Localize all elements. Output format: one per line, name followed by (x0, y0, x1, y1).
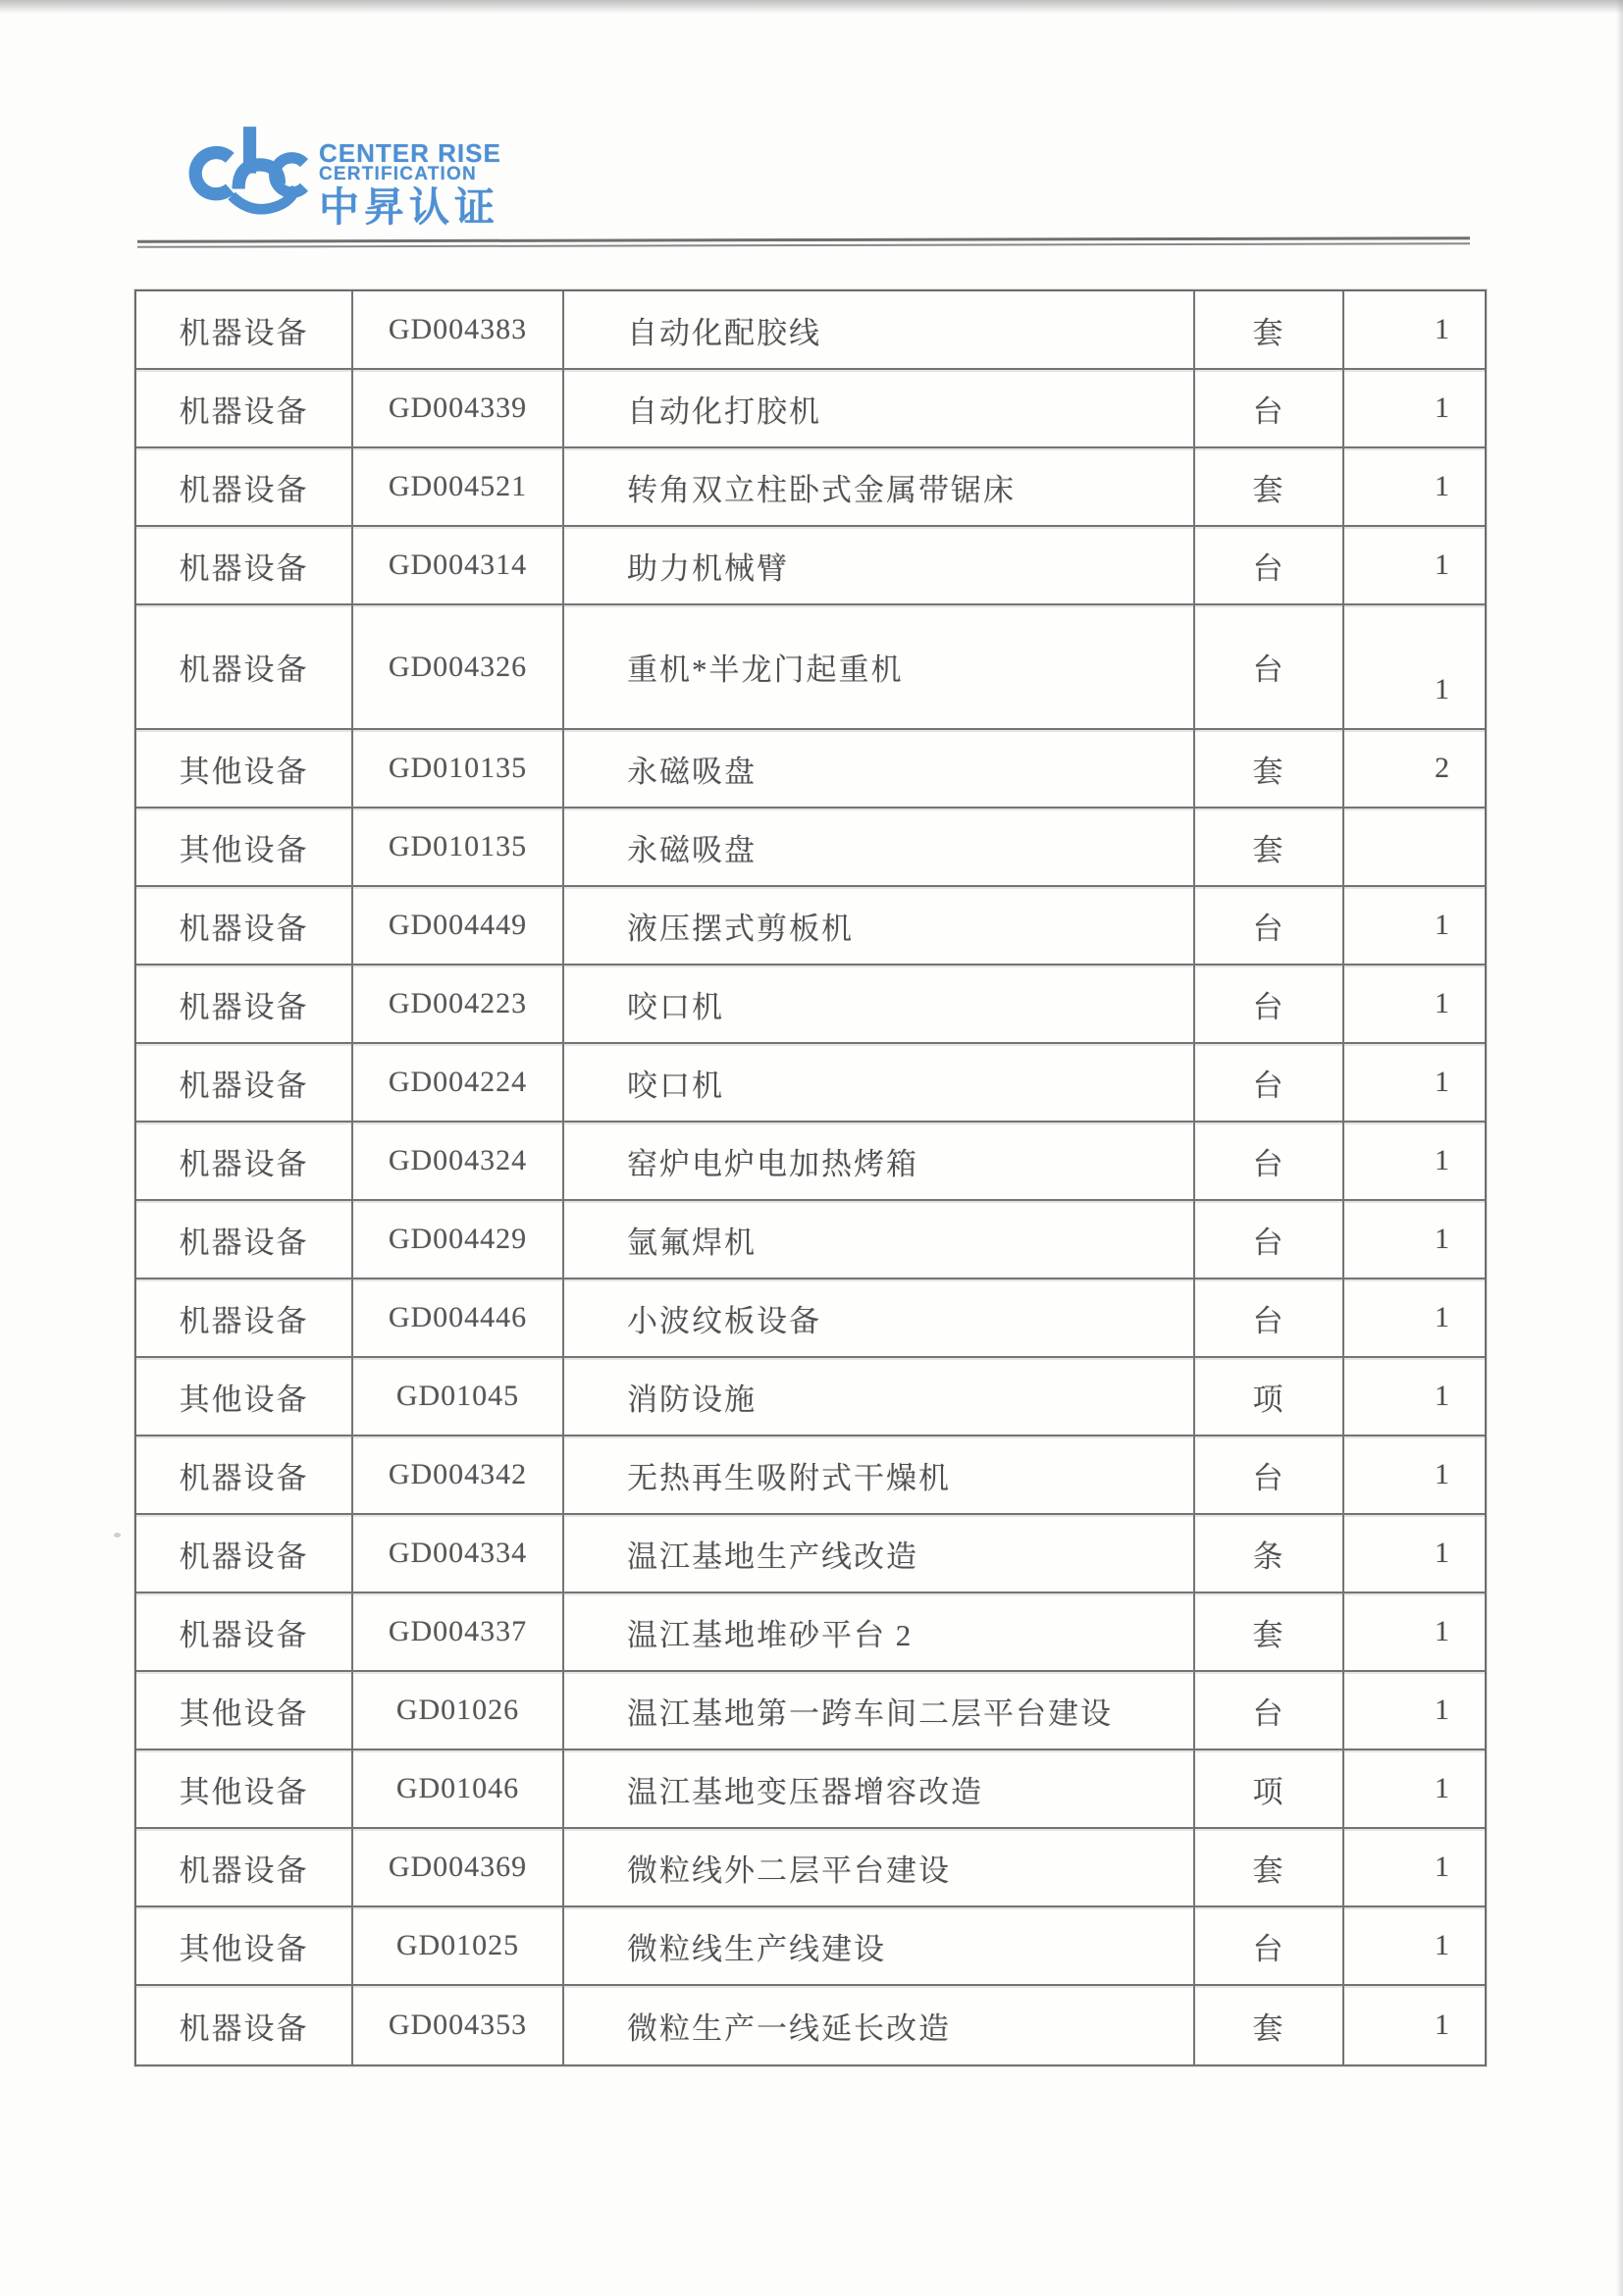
cell-category: 机器设备 (136, 291, 353, 368)
cell-code: GD004334 (353, 1515, 564, 1592)
table-row (136, 1986, 1485, 2064)
cell-name: 液压摆式剪板机 (564, 887, 1195, 964)
cell-category: 其他设备 (136, 1358, 353, 1435)
table-row (136, 1044, 1485, 1122)
table-row (136, 448, 1485, 527)
cell-category: 机器设备 (136, 448, 353, 525)
cell-code: GD004314 (353, 527, 564, 603)
cell-name: 微粒生产一线延长改造 (564, 1986, 1195, 2064)
cell-code: GD004383 (353, 291, 564, 368)
cell-category: 其他设备 (136, 1672, 353, 1748)
cell-quantity: 1 (1435, 1144, 1451, 1176)
table-row (136, 730, 1485, 809)
cell-code: GD004324 (353, 1122, 564, 1199)
table-row (136, 1201, 1485, 1279)
scan-artifact-top-band (0, 0, 1623, 14)
table-row (136, 965, 1485, 1044)
cell-code: GD01046 (353, 1750, 564, 1827)
cell-name: 自动化配胶线 (564, 291, 1195, 368)
cell-quantity: 1 (1435, 1458, 1451, 1490)
cell-name: 永磁吸盘 (564, 809, 1195, 885)
table-row (136, 527, 1485, 605)
cell-category: 机器设备 (136, 1829, 353, 1905)
cell-quantity: 1 (1435, 909, 1451, 941)
cell-unit: 套 (1195, 291, 1344, 368)
cell-code: GD004521 (353, 448, 564, 525)
cell-unit: 台 (1195, 527, 1344, 603)
cell-quantity: 1 (1435, 1929, 1451, 1961)
cell-name: 永磁吸盘 (564, 730, 1195, 807)
cell-code: GD004369 (353, 1829, 564, 1905)
cell-name: 温江基地堆砂平台 2 (564, 1593, 1195, 1670)
table-row (136, 809, 1485, 887)
equipment-table (134, 289, 1487, 2066)
monogram-right-c (275, 158, 304, 192)
table-row (136, 1672, 1485, 1750)
cell-unit: 套 (1195, 1593, 1344, 1670)
cell-category: 机器设备 (136, 605, 353, 728)
cell-category: 机器设备 (136, 1515, 353, 1592)
cell-unit: 台 (1195, 887, 1344, 964)
cell-quantity: 1 (1435, 313, 1451, 345)
table-row (136, 1829, 1485, 1907)
cell-quantity (1344, 809, 1485, 885)
crc-monogram-icon (182, 120, 311, 222)
brand-text (319, 120, 501, 229)
cell-unit: 套 (1195, 809, 1344, 885)
cell-category: 机器设备 (136, 1593, 353, 1670)
cell-quantity: 1 (1435, 391, 1451, 424)
table-row (136, 1436, 1485, 1515)
monogram-left-c (195, 153, 230, 194)
cell-name: 重机*半龙门起重机 (564, 605, 1195, 728)
scan-speck (114, 1533, 121, 1538)
cell-code: GD010135 (353, 730, 564, 807)
cell-unit: 台 (1195, 1122, 1344, 1199)
cell-quantity: 1 (1435, 673, 1451, 705)
cell-code: GD004326 (353, 605, 564, 728)
cell-name: 自动化打胶机 (564, 370, 1195, 446)
cell-category: 机器设备 (136, 1986, 353, 2064)
cell-unit: 台 (1195, 370, 1344, 446)
brand-name-cn: 中昇认证 (319, 184, 499, 230)
cell-unit: 台 (1195, 1044, 1344, 1121)
cell-category: 机器设备 (136, 1122, 353, 1199)
cell-quantity: 1 (1435, 548, 1451, 581)
cell-category: 机器设备 (136, 370, 353, 446)
cell-quantity: 1 (1435, 987, 1451, 1019)
cell-unit: 条 (1195, 1515, 1344, 1592)
cell-code: GD010135 (353, 809, 564, 885)
cell-name: 氩氟焊机 (564, 1201, 1195, 1278)
cell-unit: 套 (1195, 1986, 1344, 2064)
cell-code: GD004342 (353, 1436, 564, 1513)
table-row (136, 887, 1485, 965)
cell-code: GD004429 (353, 1201, 564, 1278)
cell-category: 机器设备 (136, 1436, 353, 1513)
cell-name: 转角双立柱卧式金属带锯床 (564, 448, 1195, 525)
cell-code: GD01025 (353, 1907, 564, 1984)
cell-name: 温江基地第一跨车间二层平台建设 (564, 1672, 1195, 1748)
cell-code: GD004224 (353, 1044, 564, 1121)
cell-name: 消防设施 (564, 1358, 1195, 1435)
cell-quantity: 1 (1435, 1772, 1451, 1804)
cell-unit: 台 (1195, 1672, 1344, 1748)
cell-quantity: 2 (1435, 752, 1451, 784)
cell-unit: 套 (1195, 730, 1344, 807)
table-row (136, 605, 1485, 730)
table-row (136, 1279, 1485, 1358)
cell-name: 无热再生吸附式干燥机 (564, 1436, 1195, 1513)
cell-code: GD004339 (353, 370, 564, 446)
cell-quantity: 1 (1435, 1066, 1451, 1098)
cell-unit: 套 (1195, 448, 1344, 525)
cell-quantity: 1 (1435, 470, 1451, 502)
table-row (136, 1122, 1485, 1201)
cell-name: 小波纹板设备 (564, 1279, 1195, 1356)
cell-quantity: 1 (1435, 1615, 1451, 1647)
table-row (136, 1358, 1485, 1436)
cell-name: 咬口机 (564, 1044, 1195, 1121)
cell-category: 机器设备 (136, 1279, 353, 1356)
cell-name: 温江基地变压器增容改造 (564, 1750, 1195, 1827)
logo (182, 120, 501, 229)
cell-name: 温江基地生产线改造 (564, 1515, 1195, 1592)
table-row (136, 1907, 1485, 1986)
cell-unit: 套 (1195, 1829, 1344, 1905)
cell-unit: 台 (1195, 605, 1344, 728)
cell-name: 咬口机 (564, 965, 1195, 1042)
cell-unit: 项 (1195, 1750, 1344, 1827)
cell-name: 微粒线生产线建设 (564, 1907, 1195, 1984)
cell-category: 其他设备 (136, 809, 353, 885)
header-divider-line-2 (137, 242, 1470, 248)
cell-unit: 台 (1195, 965, 1344, 1042)
cell-quantity: 1 (1435, 1537, 1451, 1569)
cell-category: 机器设备 (136, 965, 353, 1042)
cell-code: GD004446 (353, 1279, 564, 1356)
cell-quantity: 1 (1435, 1223, 1451, 1255)
cell-quantity: 1 (1435, 1851, 1451, 1883)
table-row (136, 291, 1485, 370)
cell-code: GD004223 (353, 965, 564, 1042)
cell-name: 助力机械臂 (564, 527, 1195, 603)
cell-category: 其他设备 (136, 1907, 353, 1984)
table-row (136, 1593, 1485, 1672)
cell-unit: 项 (1195, 1358, 1344, 1435)
cell-unit: 台 (1195, 1201, 1344, 1278)
cell-code: GD01045 (353, 1358, 564, 1435)
cell-quantity: 1 (1435, 1380, 1451, 1412)
cell-unit: 台 (1195, 1436, 1344, 1513)
cell-name: 微粒线外二层平台建设 (564, 1829, 1195, 1905)
cell-name: 窑炉电炉电加热烤箱 (564, 1122, 1195, 1199)
brand-cert-en: CERTIFICATION (319, 164, 477, 184)
cell-category: 机器设备 (136, 1044, 353, 1121)
cell-category: 机器设备 (136, 1201, 353, 1278)
cell-unit: 台 (1195, 1907, 1344, 1984)
cell-quantity: 1 (1435, 2009, 1451, 2041)
cell-category: 机器设备 (136, 527, 353, 603)
cell-unit: 台 (1195, 1279, 1344, 1356)
header-divider (137, 236, 1470, 248)
cell-code: GD01026 (353, 1672, 564, 1748)
cell-code: GD004449 (353, 887, 564, 964)
cell-quantity: 1 (1435, 1301, 1451, 1333)
brand-name-en: CENTER RISE (319, 138, 501, 168)
cell-category: 其他设备 (136, 1750, 353, 1827)
cell-code: GD004353 (353, 1986, 564, 2064)
table-row (136, 1750, 1485, 1829)
cell-category: 其他设备 (136, 730, 353, 807)
cell-category: 机器设备 (136, 887, 353, 964)
cell-code: GD004337 (353, 1593, 564, 1670)
cell-quantity: 1 (1435, 1694, 1451, 1726)
table-row (136, 1515, 1485, 1593)
table-row (136, 370, 1485, 448)
scan-artifact-right-edge (1616, 0, 1623, 2296)
